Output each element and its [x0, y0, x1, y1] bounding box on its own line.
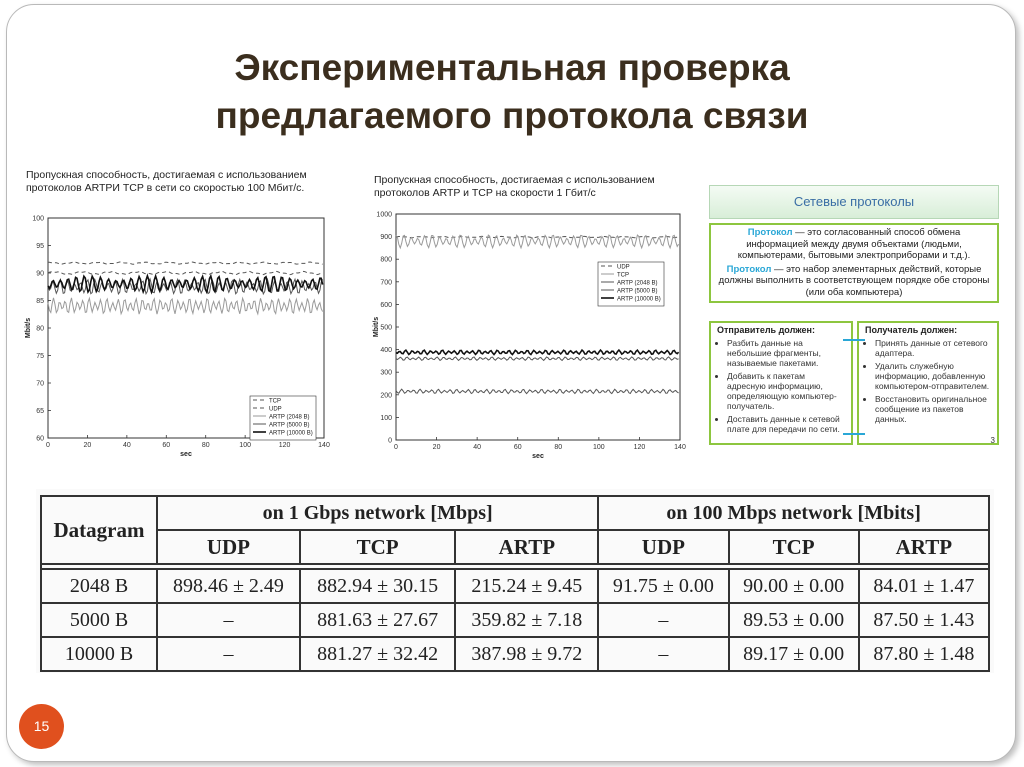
table-cell: – — [157, 637, 300, 671]
table-cell: 89.17 ± 0.00 — [729, 637, 859, 671]
panel-page-number: 3 — [990, 436, 995, 445]
right-chart-caption — [374, 174, 655, 200]
x-tick-label: 60 — [513, 444, 522, 451]
table-row — [41, 603, 989, 637]
arrow-right-icon — [843, 339, 865, 341]
y-tick-label: 600 — [380, 301, 392, 309]
y-tick-label: 1000 — [376, 211, 392, 219]
table-subheader-row — [41, 530, 989, 564]
x-tick-label: 80 — [554, 444, 563, 451]
table-cell: – — [157, 603, 300, 637]
receiver-box — [857, 321, 999, 445]
subheader-tcp: TCP — [729, 530, 859, 564]
legend-entry: ARTP (10000 B) — [617, 296, 661, 303]
slide-title — [0, 44, 1024, 140]
y-tick-label: 300 — [380, 369, 392, 377]
legend-entry: ARTP (2048 B) — [617, 280, 658, 287]
x-tick-label: 100 — [239, 442, 251, 449]
legend-entry: UDP — [269, 406, 282, 413]
right-chart-caption-line1: Пропускная способность, достигаемая с использованием — [374, 174, 655, 186]
definition-1 — [717, 227, 991, 262]
y-tick-label: 60 — [36, 435, 44, 443]
results-table-wrapper — [36, 489, 994, 673]
sender-title: Отправитель должен: — [717, 325, 815, 335]
subheader-udp: UDP — [157, 530, 300, 564]
protocols-panel-header: Сетевые протоколы — [709, 185, 999, 219]
x-tick-label: 140 — [674, 444, 686, 451]
subheader-tcp: TCP — [300, 530, 456, 564]
y-tick-label: 80 — [36, 325, 44, 333]
table-cell: 90.00 ± 0.00 — [729, 569, 859, 603]
group-header-100mbps: on 100 Mbps network [Mbits] — [598, 496, 989, 530]
x-tick-label: 120 — [633, 444, 646, 451]
table-row — [41, 637, 989, 671]
table-cell: 89.53 ± 0.00 — [729, 603, 859, 637]
left-chart-caption-line2: протоколов ARTPИ TCP в сети со скоростью 100 Мбит/с. — [26, 182, 305, 194]
receiver-item: • Удалить служебную информацию, добавленную компьютером-отправителем. — [875, 361, 991, 391]
x-tick-label: 0 — [46, 442, 50, 449]
y-tick-label: 90 — [36, 270, 44, 278]
y-tick-label: 800 — [380, 256, 392, 264]
sender-box — [709, 321, 853, 445]
right-chart-caption-line2: протоколов ARTP и TCP на скорости 1 Гбит/с — [374, 187, 596, 199]
y-tick-label: 95 — [36, 243, 44, 250]
legend-entry: ARTP (5000 B) — [617, 288, 658, 295]
table-cell: 87.80 ± 1.48 — [859, 637, 989, 671]
table-cell: 898.46 ± 2.49 — [157, 569, 300, 603]
x-tick-label: 20 — [83, 442, 92, 449]
table-cell: 387.98 ± 9.72 — [455, 637, 598, 671]
table-cell: 84.01 ± 1.47 — [859, 569, 989, 603]
receiver-item: • Восстановить оригинальное сообщение из пакетов данных. — [875, 394, 991, 424]
sender-item: • Разбить данные на небольшие фрагменты, называемые пакетами. — [727, 338, 845, 368]
legend-entry: TCP — [617, 272, 629, 279]
arrow-right-icon — [843, 433, 865, 435]
table-cell: 215.24 ± 9.45 — [455, 569, 598, 603]
table-cell: 881.63 ± 27.67 — [300, 603, 456, 637]
definition-1-text: — это согласованный способ обмена информацией между двумя объектами (людьми, компьютерами, бытовыми электроприборами и т.д.). — [737, 227, 971, 261]
results-table — [40, 495, 990, 672]
slide-title-line2: предлагаемого протокола связи — [215, 95, 809, 136]
receiver-list — [865, 338, 991, 424]
right-throughput-chart — [368, 206, 688, 460]
table-header-row — [41, 496, 989, 530]
legend-entry: UDP — [617, 264, 630, 271]
table-row — [41, 569, 989, 603]
y-tick-label: 100 — [380, 414, 392, 422]
subheader-udp: UDP — [598, 530, 728, 564]
left-chart-caption-line1: Пропускная способность, достигаемая с использованием — [26, 169, 307, 181]
row-size: 10000 B — [41, 637, 157, 671]
row-size: 2048 B — [41, 569, 157, 603]
left-chart-caption — [26, 169, 307, 195]
legend-entry: ARTP (10000 B) — [269, 430, 313, 437]
x-axis-label: sec — [180, 451, 192, 458]
y-tick-label: 200 — [380, 392, 392, 400]
receiver-item: • Принять данные от сетевого адаптера. — [875, 338, 991, 358]
legend-entry: ARTP (2048 B) — [269, 414, 310, 421]
network-protocols-panel — [707, 183, 1001, 449]
y-tick-label: 85 — [36, 298, 44, 305]
y-tick-label: 500 — [380, 324, 392, 332]
table-cell: – — [598, 603, 728, 637]
left-throughput-chart — [20, 208, 340, 458]
y-axis-label: Mbit/s — [25, 317, 32, 339]
legend-entry: ARTP (5000 B) — [269, 422, 310, 429]
table-cell: 359.82 ± 7.18 — [455, 603, 598, 637]
y-tick-label: 900 — [380, 234, 392, 242]
x-tick-label: 140 — [318, 442, 330, 449]
sender-item: • Добавить к пакетам адресную информацию, определяющую компьютер-получатель. — [727, 371, 845, 411]
row-size: 5000 B — [41, 603, 157, 637]
x-tick-label: 100 — [593, 444, 605, 451]
page-number-badge: 15 — [19, 704, 64, 749]
x-tick-label: 40 — [473, 444, 482, 451]
y-tick-label: 65 — [36, 408, 44, 415]
sender-item: • Доставить данные к сетевой плате для передачи по сети. — [727, 414, 845, 434]
x-tick-label: 20 — [432, 444, 441, 451]
table-cell: 91.75 ± 0.00 — [598, 569, 728, 603]
table-cell: 882.94 ± 30.15 — [300, 569, 456, 603]
definition-2-keyword: Протокол — [726, 263, 772, 275]
table-cell: – — [598, 637, 728, 671]
x-tick-label: 80 — [201, 442, 210, 449]
receiver-title: Получатель должен: — [865, 325, 958, 335]
sender-list — [717, 338, 845, 434]
slide-title-line1: Экспериментальная проверка — [234, 47, 790, 88]
x-tick-label: 40 — [122, 442, 131, 449]
datagram-header: Datagram — [41, 496, 157, 564]
table-cell: 881.27 ± 32.42 — [300, 637, 456, 671]
protocol-definitions — [709, 223, 999, 303]
subheader-artp: ARTP — [455, 530, 598, 564]
y-tick-label: 70 — [36, 380, 44, 388]
y-tick-label: 400 — [380, 347, 392, 355]
x-tick-label: 0 — [394, 444, 398, 451]
y-tick-label: 75 — [36, 353, 44, 360]
y-axis-label: Mbit/s — [373, 316, 380, 338]
x-axis-label: sec — [532, 453, 544, 460]
x-tick-label: 120 — [278, 442, 291, 449]
plot-area — [396, 214, 680, 440]
definition-1-keyword: Протокол — [747, 227, 793, 238]
subheader-artp: ARTP — [859, 530, 989, 564]
y-tick-label: 700 — [380, 279, 392, 287]
definition-2-text: — это набор элементарных действий, которые должны выполнить в соответствующем порядке обе стороны (или оба компьютера) — [718, 263, 990, 298]
y-tick-label: 100 — [32, 215, 44, 223]
x-tick-label: 60 — [162, 442, 171, 449]
definition-2 — [717, 264, 991, 299]
group-header-1gbps: on 1 Gbps network [Mbps] — [157, 496, 598, 530]
y-tick-label: 0 — [388, 437, 392, 445]
table-cell: 87.50 ± 1.43 — [859, 603, 989, 637]
legend-entry: TCP — [269, 398, 281, 405]
